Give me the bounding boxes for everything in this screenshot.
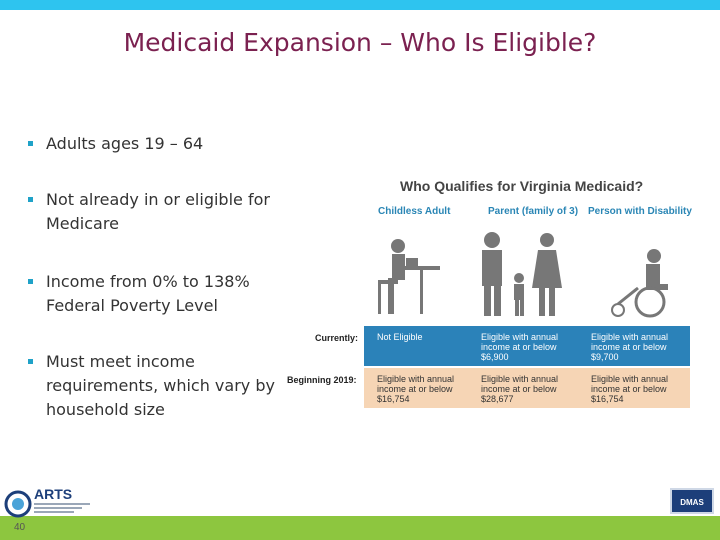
medicaid-eligibility-infographic <box>284 172 696 410</box>
bullet-text: Income from 0% to 138% Federal Poverty Level <box>46 272 250 315</box>
bullet-text: Not already in or eligible for Medicare <box>46 190 270 233</box>
cell-childless-2019: Eligible with annual income at or below $16,754 <box>377 374 455 404</box>
arts-tagline-line <box>34 507 82 509</box>
column-header-parent: Parent (family of 3) <box>488 206 579 217</box>
dmas-logo-text: DMAS <box>680 498 704 507</box>
family-icon <box>482 232 562 316</box>
bottom-accent-bar <box>0 516 720 540</box>
cell-disability-2019: Eligible with annual income at or below $16,754 <box>591 374 669 404</box>
slide-title: Medicaid Expansion – Who Is Eligible? <box>123 28 597 57</box>
bullet-text: Must meet income requirements, which vary by household size <box>46 352 275 419</box>
cell-parent-2019: Eligible with annual income at or below $28,677 <box>481 374 559 404</box>
arts-logo <box>2 486 92 520</box>
page-number: 40 <box>14 522 26 533</box>
top-accent-bar <box>0 0 720 10</box>
arts-logo-text: ARTS <box>34 486 73 502</box>
bullet-square-icon <box>28 197 33 202</box>
wheelchair-user-icon <box>612 249 668 316</box>
bullet-text: Adults ages 19 – 64 <box>46 134 204 153</box>
people-illustration <box>364 222 720 332</box>
childless-adult-icon <box>378 239 440 314</box>
bullet-item <box>28 188 288 236</box>
column-header-childless-adult: Childless Adult <box>378 206 451 217</box>
row-label-beginning-2019: Beginning 2019: <box>287 375 357 385</box>
arts-tagline-line <box>34 511 74 513</box>
cell-childless-current: Not Eligible <box>377 332 423 342</box>
bullet-square-icon <box>28 141 33 146</box>
cell-parent-current: Eligible with annual income at or below $6,900 <box>481 332 559 362</box>
row-label-currently: Currently: <box>315 333 359 343</box>
bullet-square-icon <box>28 279 33 284</box>
infographic-title: Who Qualifies for Virginia Medicaid? <box>400 178 644 194</box>
cell-disability-current: Eligible with annual income at or below $9,700 <box>591 332 669 362</box>
arts-swirl-icon <box>4 488 32 520</box>
bullet-item <box>28 350 288 422</box>
column-header-person-with-disability: Person with Disability <box>588 206 692 217</box>
arts-tagline-line <box>34 503 90 505</box>
bullet-item <box>28 132 288 156</box>
dmas-logo <box>670 488 714 514</box>
bullet-item <box>28 270 288 318</box>
bullet-square-icon <box>28 359 33 364</box>
